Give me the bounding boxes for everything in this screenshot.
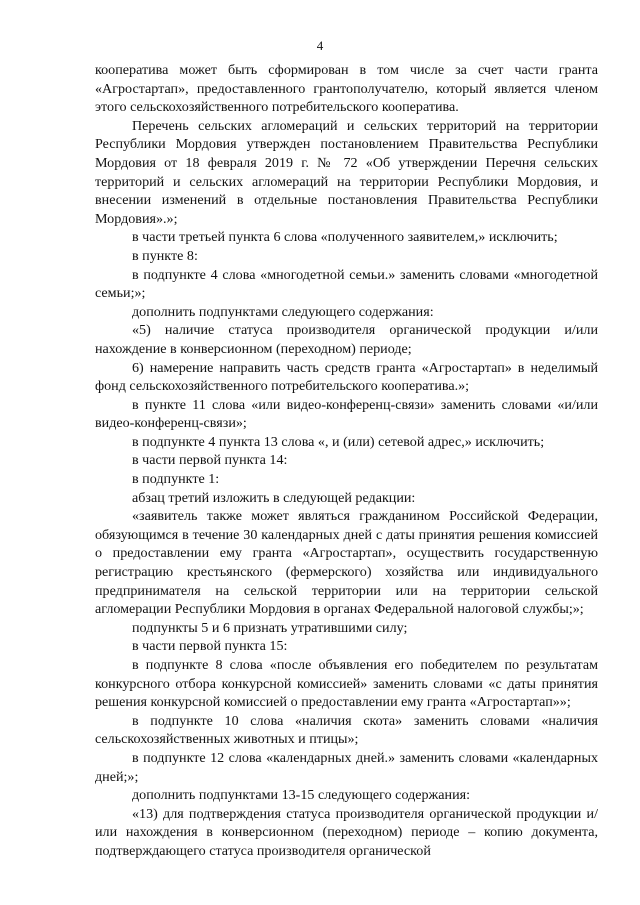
paragraph-21: «13) для подтверждения статуса производителя органической продукции и/или нахождения в конверсионном (переходном) периоде – копию документа, подтверждающего статуса производителя органической — [95, 805, 598, 859]
paragraph-11: в части первой пункта 14: — [132, 452, 288, 469]
paragraph-5: в подпункте 4 слова «многодетной семьи.» заменить словами «многодетной семьи;»; — [95, 266, 598, 302]
paragraph-15: подпункты 5 и 6 признать утратившими силу; — [132, 619, 408, 636]
paragraph-17: в подпункте 8 слова «после объявления его победителем по результатам конкурсного отбора конкурсной комиссией» заменить словами «с даты принятия решения конкурсной комиссией о предоставлении ему гранта «Агростартап»»; — [95, 657, 598, 711]
paragraph-1: кооператива может быть сформирован в том числе за счет части гранта «Агростартап», предоставленного грантополучателю, который является членом этого сельскохозяйственного потребительского кооператива. — [95, 62, 598, 116]
page-number: 4 — [316, 38, 324, 53]
document-body — [95, 61, 598, 861]
paragraph-4: в пункте 8: — [132, 247, 198, 264]
paragraph-6: дополнить подпунктами следующего содержания: — [132, 303, 434, 320]
paragraph-18: в подпункте 10 слова «наличия скота» заменить словами «наличия сельскохозяйственных животных и птицы»; — [95, 712, 598, 748]
paragraph-14: «заявитель также может являться гражданином Российской Федерации, обязующимся в течение 30 календарных дней с даты принятия решения комиссией о предоставлении ему гранта «Агростартап», осуществить государственную регистрацию крестьянского (фермерского) хозяйства или индивидуального предпринимателя на сельской территории или на территории сельской агломерации Республики Мордовия в органах Федеральной налоговой службы;»; — [95, 508, 598, 618]
paragraph-12: в подпункте 1: — [132, 471, 220, 488]
paragraph-8: 6) намерение направить часть средств гранта «Агростартап» в неделимый фонд сельскохозяйственного потребительского кооператива.»; — [95, 359, 598, 395]
paragraph-9: в пункте 11 слова «или видео-конференц-связи» заменить словами «и/или видео-конференц-связи»; — [95, 396, 598, 432]
paragraph-10: в подпункте 4 пункта 13 слова «, и (или) сетевой адрес,» исключить; — [132, 433, 545, 450]
paragraph-19: в подпункте 12 слова «календарных дней.» заменить словами «календарных дней;»; — [95, 749, 598, 785]
paragraph-13: абзац третий изложить в следующей редакции: — [132, 489, 416, 506]
paragraph-16: в части первой пункта 15: — [132, 638, 288, 655]
paragraph-3: в части третьей пункта 6 слова «полученного заявителем,» исключить; — [132, 229, 558, 246]
paragraph-7: «5) наличие статуса производителя органической продукции и/или нахождение в конверсионном (переходном) периоде; — [95, 322, 598, 357]
paragraph-2: Перечень сельских агломераций и сельских территорий на территории Республики Мордовия утвержден постановлением Правительства Республики Мордовия от 18 февраля 2019 г. № 72 «Об утверждении Перечня сельских территорий и сельских агломераций на территории Республики Мордовия, и внесении изменений в отдельные постановления Правительства Республики Мордовия».»; — [95, 117, 598, 227]
paragraph-20: дополнить подпунктами 13-15 следующего содержания: — [132, 787, 471, 804]
